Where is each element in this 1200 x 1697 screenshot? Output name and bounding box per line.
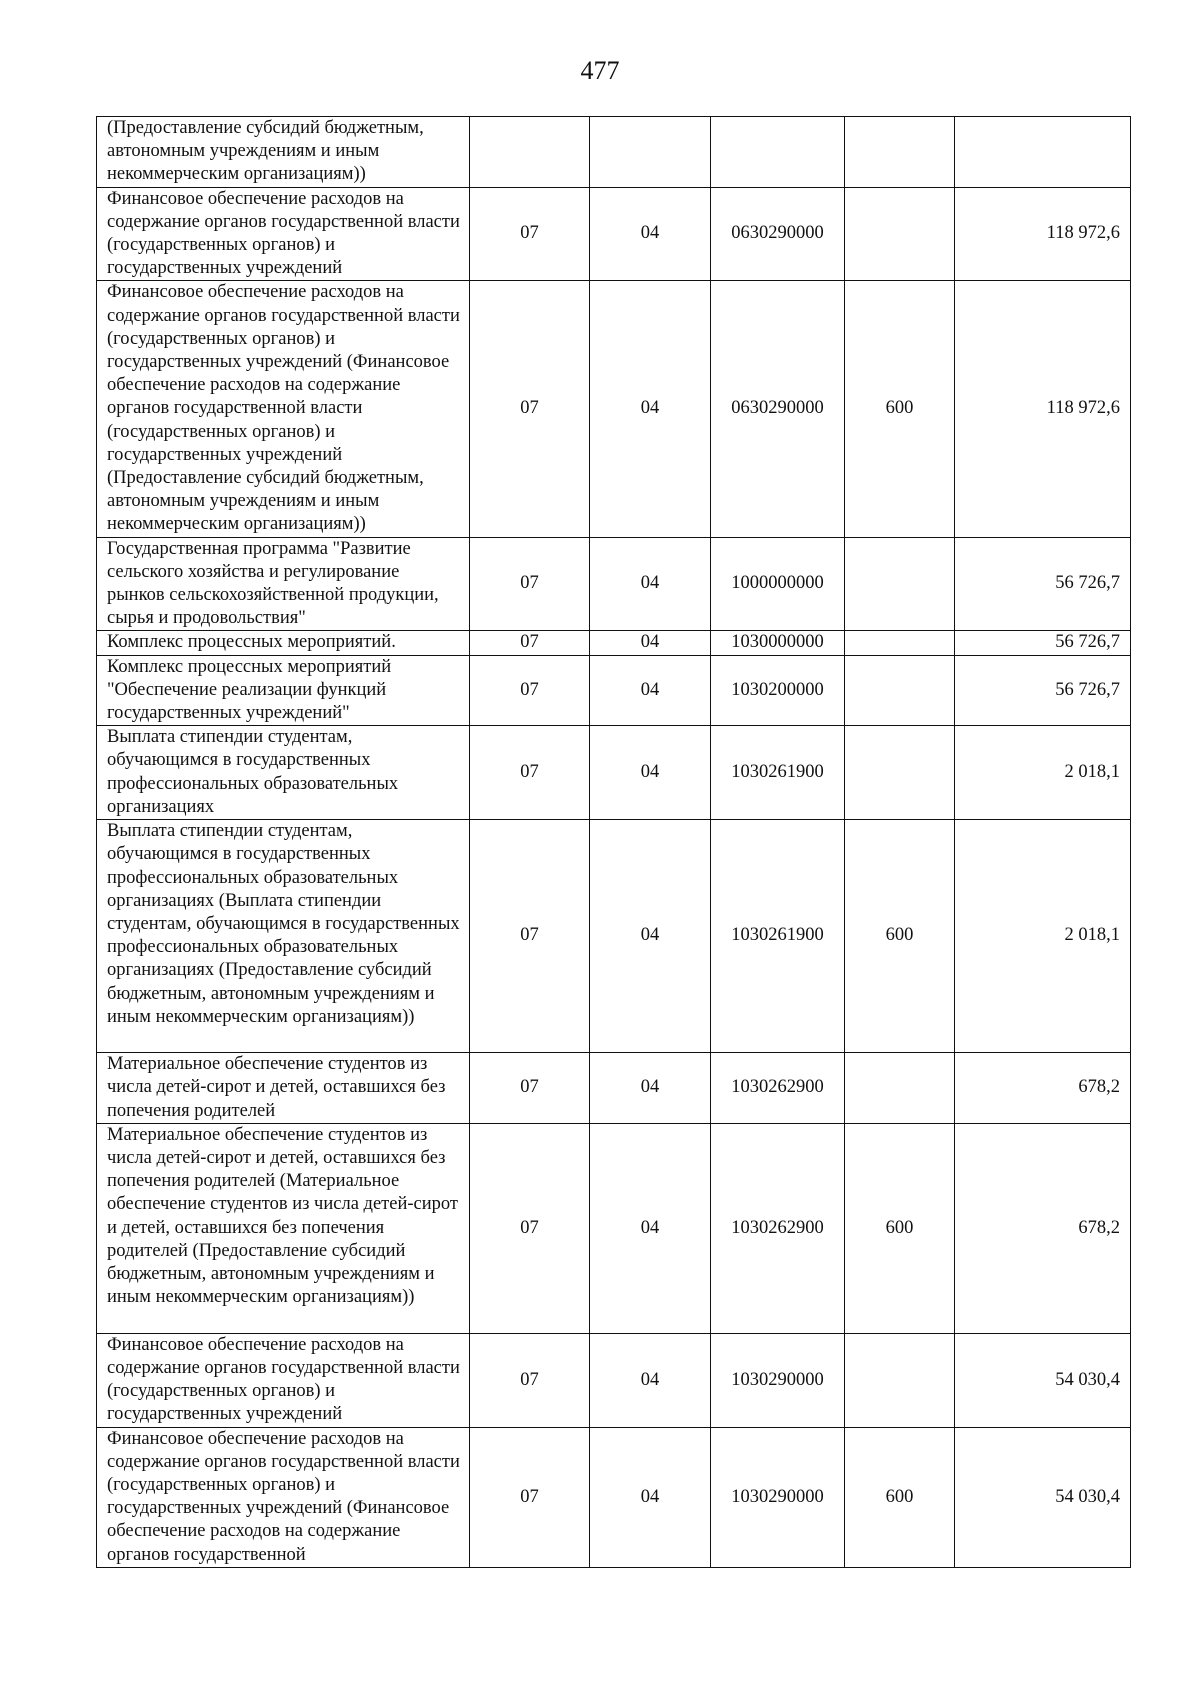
amount-cell: 678,2 xyxy=(955,1123,1131,1333)
target-code-cell: 1030290000 xyxy=(711,1333,845,1427)
expense-type-cell xyxy=(845,726,955,820)
section-code-cell: 07 xyxy=(470,1123,590,1333)
target-code-cell: 1000000000 xyxy=(711,537,845,631)
target-code-cell: 0630290000 xyxy=(711,187,845,281)
section-code-cell: 07 xyxy=(470,281,590,537)
target-code-cell: 1030261900 xyxy=(711,726,845,820)
expense-name-cell: Финансовое обеспечение расходов на содержание органов государственной власти (государственных органов) и государственных учреждений (Финансовое обеспечение расходов на содержание органов государственной власти (государственных органов) и государственных учреждений (Предоставление субсидий бюджетным, автономным учреждениям и иным некоммерческим организациям)) xyxy=(97,281,470,537)
expense-type-cell xyxy=(845,537,955,631)
table-row xyxy=(97,726,1131,820)
subsection-code-cell: 04 xyxy=(590,726,711,820)
target-code-cell xyxy=(711,117,845,188)
amount-cell: 56 726,7 xyxy=(955,655,1131,726)
expense-name-cell: (Предоставление субсидий бюджетным, автономным учреждениям и иным некоммерческим организациям)) xyxy=(97,117,470,188)
amount-cell: 118 972,6 xyxy=(955,187,1131,281)
subsection-code-cell: 04 xyxy=(590,1053,711,1124)
table-row xyxy=(97,281,1131,537)
expense-name-cell: Выплата стипендии студентам, обучающимся в государственных профессиональных образовательных организациях xyxy=(97,726,470,820)
expense-name-cell: Финансовое обеспечение расходов на содержание органов государственной власти (государственных органов) и государственных учреждений xyxy=(97,1333,470,1427)
expense-type-cell: 600 xyxy=(845,281,955,537)
expense-type-cell xyxy=(845,187,955,281)
target-code-cell: 1030200000 xyxy=(711,655,845,726)
expense-name-cell: Финансовое обеспечение расходов на содержание органов государственной власти (государственных органов) и государственных учреждений xyxy=(97,187,470,281)
section-code-cell: 07 xyxy=(470,820,590,1053)
expense-name-cell: Комплекс процессных мероприятий. xyxy=(97,631,470,655)
subsection-code-cell: 04 xyxy=(590,820,711,1053)
amount-cell: 2 018,1 xyxy=(955,820,1131,1053)
section-code-cell: 07 xyxy=(470,1053,590,1124)
budget-table xyxy=(96,116,1131,1568)
table-row xyxy=(97,1123,1131,1333)
subsection-code-cell: 04 xyxy=(590,1333,711,1427)
amount-cell: 56 726,7 xyxy=(955,537,1131,631)
expense-type-cell xyxy=(845,1333,955,1427)
expense-name-cell: Комплекс процессных мероприятий "Обеспечение реализации функций государственных учреждений" xyxy=(97,655,470,726)
section-code-cell: 07 xyxy=(470,1333,590,1427)
table-row xyxy=(97,631,1131,655)
subsection-code-cell: 04 xyxy=(590,1427,711,1567)
section-code-cell xyxy=(470,117,590,188)
subsection-code-cell: 04 xyxy=(590,187,711,281)
expense-name-cell: Материальное обеспечение студентов из числа детей-сирот и детей, оставшихся без попечения родителей xyxy=(97,1053,470,1124)
expense-type-cell: 600 xyxy=(845,1123,955,1333)
subsection-code-cell: 04 xyxy=(590,537,711,631)
section-code-cell: 07 xyxy=(470,1427,590,1567)
expense-name-cell: Государственная программа "Развитие сельского хозяйства и регулирование рынков сельскохозяйственной продукции, сырья и продовольствия" xyxy=(97,537,470,631)
expense-type-cell xyxy=(845,117,955,188)
expense-type-cell: 600 xyxy=(845,1427,955,1567)
table-row xyxy=(97,117,1131,188)
expense-type-cell xyxy=(845,631,955,655)
subsection-code-cell: 04 xyxy=(590,281,711,537)
subsection-code-cell: 04 xyxy=(590,631,711,655)
expense-name-cell: Материальное обеспечение студентов из числа детей-сирот и детей, оставшихся без попечения родителей (Материальное обеспечение студентов из числа детей-сирот и детей, оставшихся без попечения родителей (Предоставление субсидий бюджетным, автономным учреждениям и иным некоммерческим организациям)) xyxy=(97,1123,470,1333)
table-row xyxy=(97,655,1131,726)
table-row xyxy=(97,187,1131,281)
expense-type-cell: 600 xyxy=(845,820,955,1053)
target-code-cell: 1030261900 xyxy=(711,820,845,1053)
expense-name-cell: Выплата стипендии студентам, обучающимся в государственных профессиональных образовательных организациях (Выплата стипендии студентам, обучающимся в государственных профессиональных образовательных организациях (Предоставление субсидий бюджетным, автономным учреждениям и иным некоммерческим организациям)) xyxy=(97,820,470,1053)
amount-cell: 56 726,7 xyxy=(955,631,1131,655)
amount-cell: 54 030,4 xyxy=(955,1427,1131,1567)
amount-cell: 678,2 xyxy=(955,1053,1131,1124)
target-code-cell: 1030262900 xyxy=(711,1123,845,1333)
page-number: 477 xyxy=(580,56,620,85)
expense-type-cell xyxy=(845,1053,955,1124)
target-code-cell: 1030000000 xyxy=(711,631,845,655)
subsection-code-cell: 04 xyxy=(590,1123,711,1333)
table-row xyxy=(97,820,1131,1053)
section-code-cell: 07 xyxy=(470,631,590,655)
target-code-cell: 1030262900 xyxy=(711,1053,845,1124)
section-code-cell: 07 xyxy=(470,187,590,281)
amount-cell: 118 972,6 xyxy=(955,281,1131,537)
section-code-cell: 07 xyxy=(470,655,590,726)
expense-type-cell xyxy=(845,655,955,726)
table-row xyxy=(97,1053,1131,1124)
section-code-cell: 07 xyxy=(470,726,590,820)
section-code-cell: 07 xyxy=(470,537,590,631)
expense-name-cell: Финансовое обеспечение расходов на содержание органов государственной власти (государственных органов) и государственных учреждений (Финансовое обеспечение расходов на содержание органов государственной xyxy=(97,1427,470,1567)
target-code-cell: 1030290000 xyxy=(711,1427,845,1567)
amount-cell: 2 018,1 xyxy=(955,726,1131,820)
target-code-cell: 0630290000 xyxy=(711,281,845,537)
table-row xyxy=(97,537,1131,631)
subsection-code-cell: 04 xyxy=(590,655,711,726)
table-row xyxy=(97,1333,1131,1427)
amount-cell: 54 030,4 xyxy=(955,1333,1131,1427)
subsection-code-cell xyxy=(590,117,711,188)
table-row xyxy=(97,1427,1131,1567)
amount-cell xyxy=(955,117,1131,188)
